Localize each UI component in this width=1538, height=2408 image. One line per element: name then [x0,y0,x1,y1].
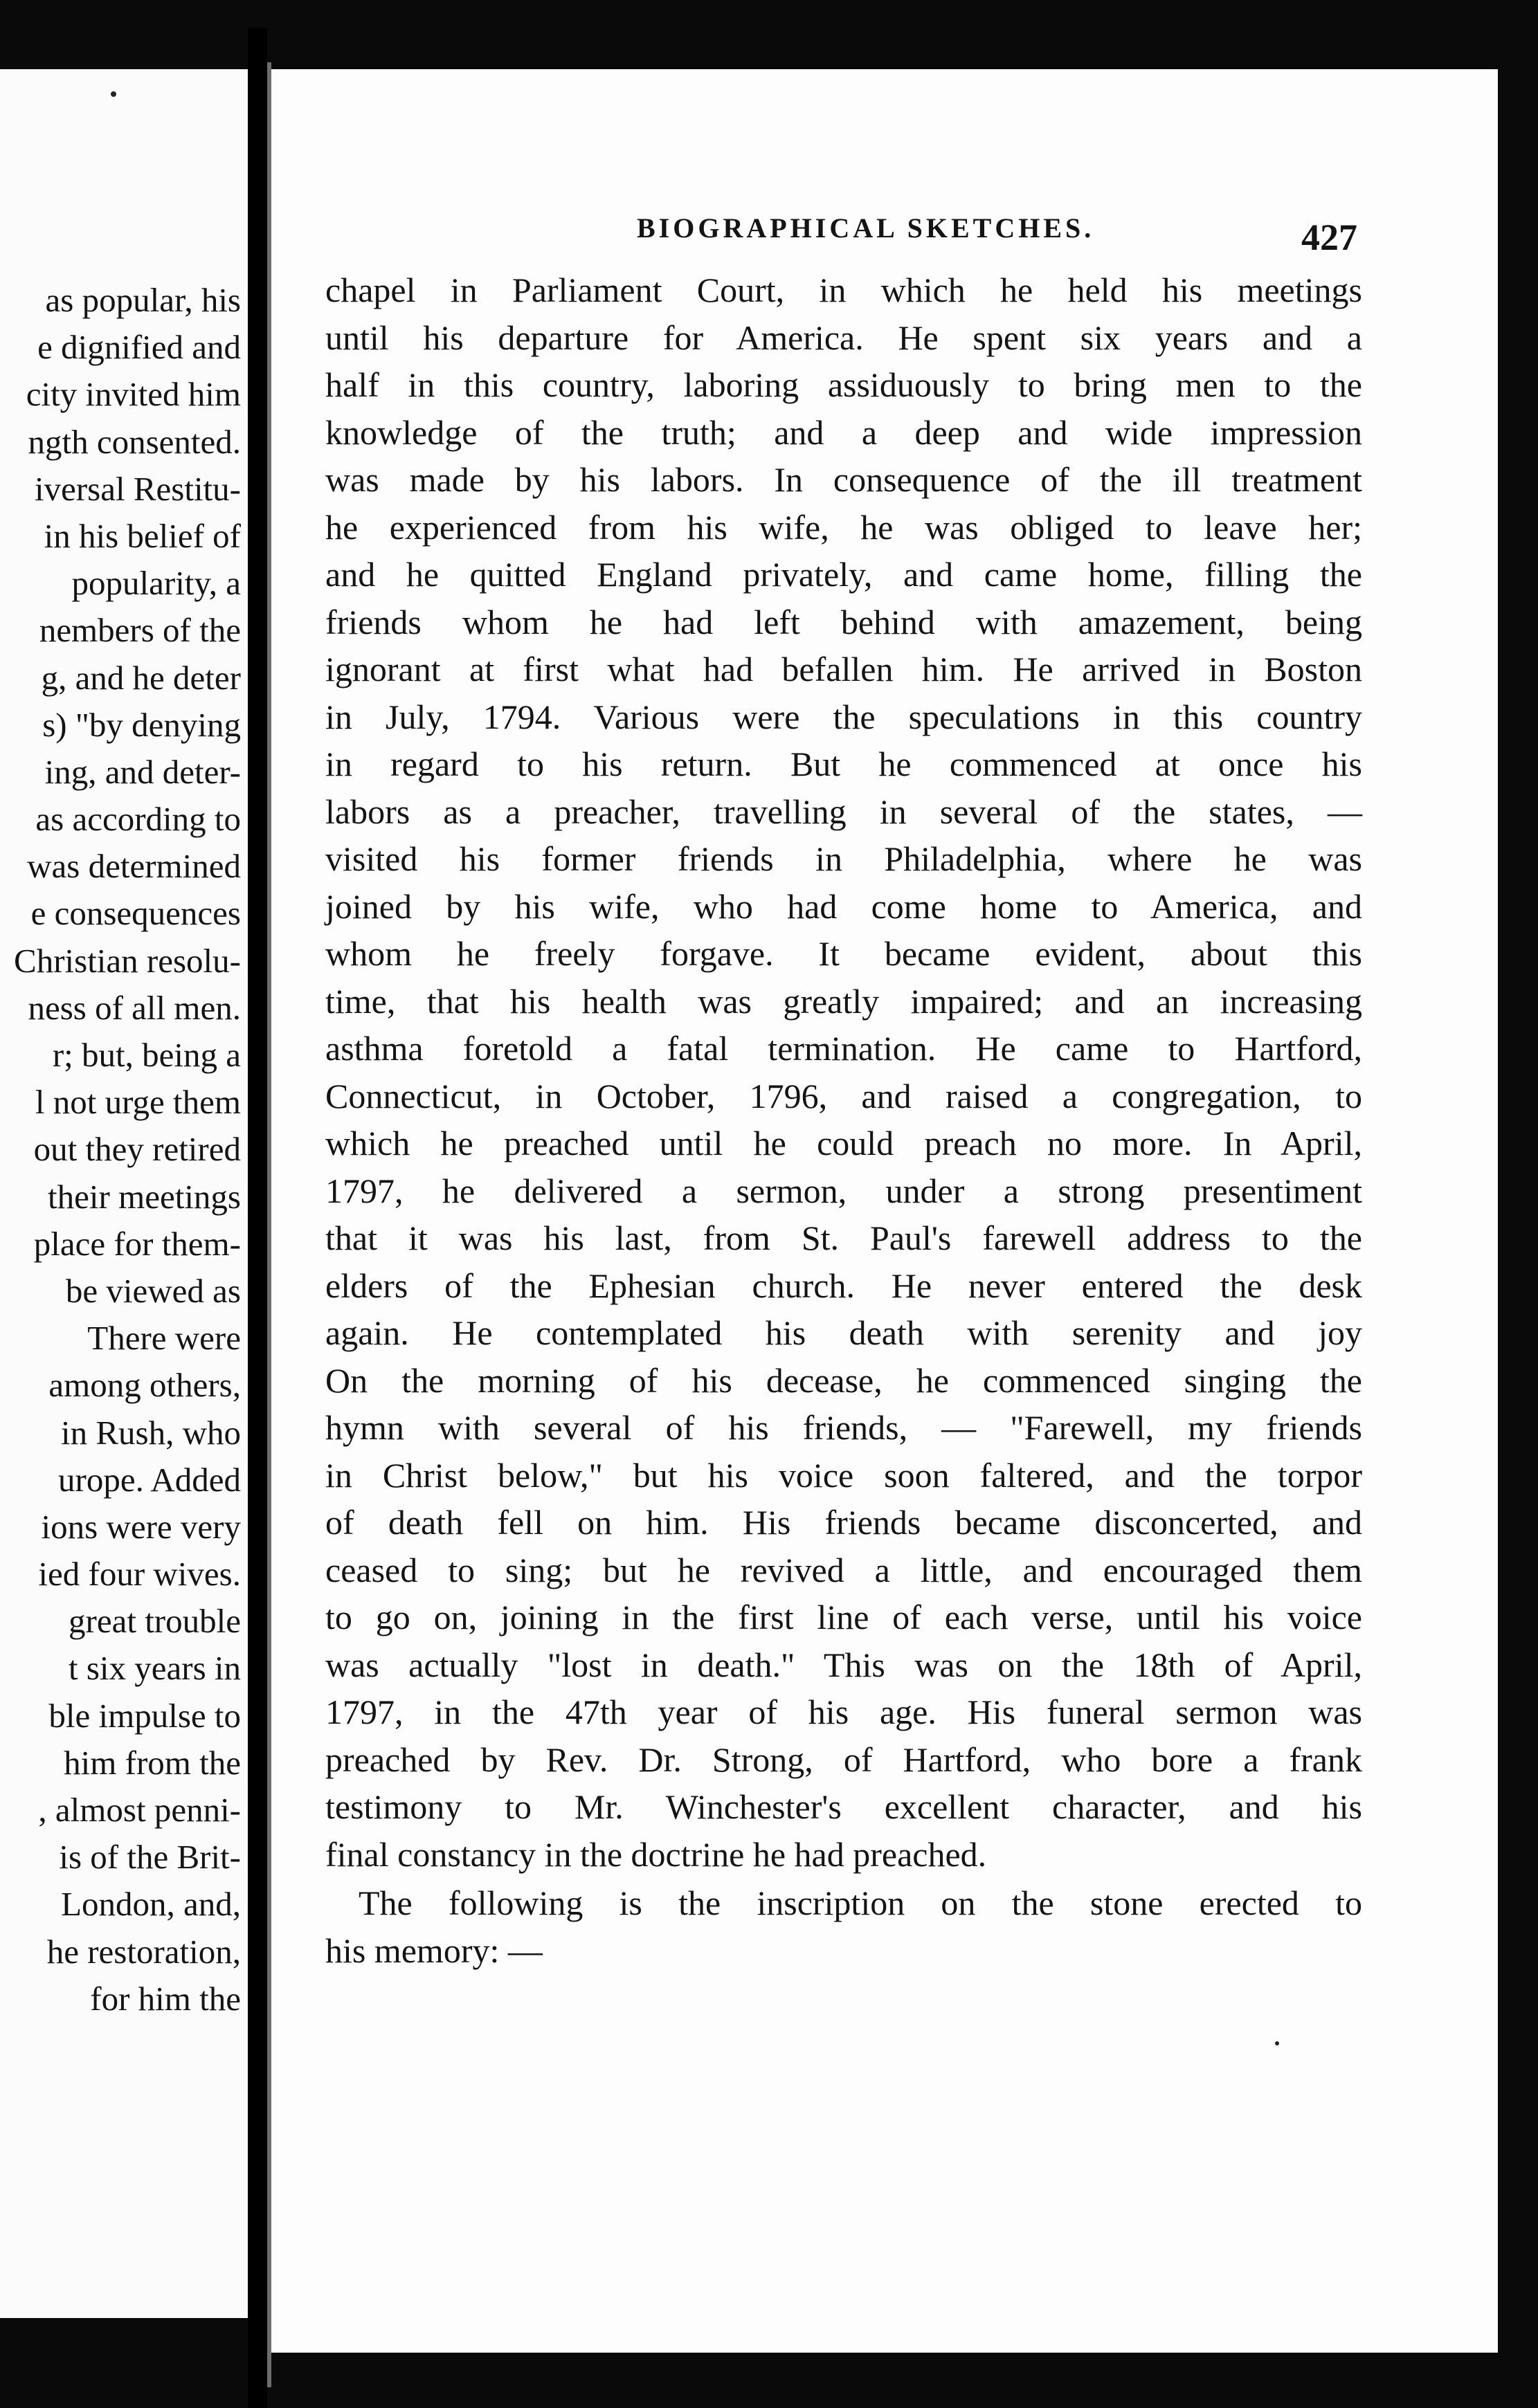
left-page-line: ngth consented. [28,422,241,461]
text-line: of death fell on him. His friends became disconcerted, and [325,1503,1362,1542]
text-line: and he quitted England privately, and came home, filling the [325,555,1362,594]
left-page-line: Christian resolu- [14,941,241,980]
left-page-line: nembers of the [39,611,241,650]
text-line: 1797, in the 47th year of his age. His funeral sermon was [325,1693,1362,1731]
text-line: final constancy in the doctrine he had preached. [325,1834,987,1874]
left-page-line: g, and he deter [41,658,241,697]
left-page-line: great trouble [69,1602,241,1641]
ink-speck [1275,2041,1279,2045]
text-line: asthma foretold a fatal termination. He came to Hartford, [325,1029,1362,1068]
running-head: BIOGRAPHICAL SKETCHES. [637,212,1095,244]
text-line: Connecticut, in October, 1796, and raised a congregation, to [325,1076,1362,1115]
text-line: visited his former friends in Philadelphia, where he was [325,839,1362,878]
text-line: The following is the inscription on the stone erected to [359,1883,1362,1922]
left-page-line: There were [87,1319,241,1358]
text-line: friends whom he had left behind with amazement, being [325,602,1362,641]
text-line: that it was his last, from St. Paul's farewell address to the [325,1219,1362,1257]
text-line: On the morning of his decease, he commenced singing the [325,1360,1362,1400]
left-page-line: their meetings [48,1177,241,1216]
text-line: he experienced from his wife, he was obliged to leave her; [325,507,1362,547]
text-line: in July, 1794. Various were the speculations in this country [325,697,1362,736]
left-page-line: among others, [48,1366,241,1405]
ink-speck [111,91,116,97]
left-page-line: place for them- [33,1224,241,1263]
left-page-line: ions were very [41,1507,241,1546]
right-page-edge [1498,69,1538,2353]
text-line: chapel in Parliament Court, in which he held his meetings [325,271,1362,309]
text-line: preached by Rev. Dr. Strong, of Hartford, who bore a frank [325,1740,1362,1779]
body-text [325,266,1362,1974]
left-page-line: city invited him [26,375,241,414]
text-line: knowledge of the truth; and a deep and wide impression [325,412,1362,452]
left-page-line: l not urge them [35,1083,241,1122]
left-page-line: ied four wives. [38,1555,241,1594]
left-page-line: e dignified and [37,328,241,367]
text-line: testimony to Mr. Winchester's excellent character, and his [325,1787,1362,1826]
text-line: half in this country, laboring assiduously to bring men to the [325,365,1362,404]
left-page-line: as popular, his [45,281,241,319]
text-line: hymn with several of his friends, — "Farewell, my friends [325,1408,1362,1447]
text-line: 1797, he delivered a sermon, under a strong presentiment [325,1171,1362,1210]
text-line: was actually "lost in death." This was on the 18th of April, [325,1645,1362,1684]
text-line: whom he freely forgave. It became evident, about this [325,934,1362,973]
left-page-line: is of the Brit- [59,1838,241,1877]
left-page-line: popularity, a [71,564,241,603]
text-line: time, that his health was greatly impaired; and an increasing [325,981,1362,1021]
left-page-line: was determined [27,847,241,886]
left-page-line: , almost penni- [38,1791,241,1829]
left-page-line: ble impulse to [48,1696,241,1735]
text-line: in regard to his return. But he commenced at once his [325,745,1362,783]
left-page-line: him from the [64,1743,241,1782]
left-page-line: r; but, being a [52,1036,241,1074]
text-line: in Christ below," but his voice soon faltered, and the torpor [325,1455,1362,1495]
left-page-line: in Rush, who [60,1413,241,1452]
text-line: was made by his labors. In consequence of the ill treatment [325,460,1362,499]
left-page-line: he restoration, [46,1932,241,1971]
left-page-line: s) "by denying [42,705,241,744]
text-line: elders of the Ephesian church. He never entered the desk [325,1266,1362,1305]
text-line: until his departure for America. He spent six years and a [325,318,1362,357]
text-line: his memory: — [325,1931,543,1970]
text-line: ignorant at first what had befallen him. He arrived in Boston [325,650,1362,688]
text-line: joined by his wife, who had come home to America, and [325,886,1362,926]
left-page-line: e consequences [30,894,241,933]
text-line: to go on, joining in the first line of each verse, until his voice [325,1598,1362,1636]
left-page-line: iversal Restitu- [34,469,241,508]
text-line: ceased to sing; but he revived a little, and encouraged them [325,1550,1362,1589]
left-page-line: as according to [35,800,241,839]
paragraph-1 [325,266,1362,1878]
left-page-text [0,277,241,2023]
text-line: again. He contemplated his death with serenity and joy [325,1313,1362,1352]
left-page-line: urope. Added [58,1460,241,1499]
paragraph-2 [325,1879,1362,1974]
left-page-line: in his belief of [44,516,241,555]
left-page-line: t six years in [68,1649,241,1688]
text-line: which he preached until he could preach no more. In April, [325,1124,1362,1162]
left-page-line: for him the [90,1979,241,2018]
left-page-line: ing, and deter- [44,752,241,791]
book-gutter [248,28,267,2408]
left-page-line: London, and, [61,1885,241,1924]
left-page-line: out they retired [33,1130,241,1169]
left-page-line: be viewed as [65,1271,241,1310]
page-number: 427 [1301,217,1357,258]
left-facing-page [0,69,248,2318]
text-line: labors as a preacher, travelling in several of the states, — [325,792,1362,831]
left-page-line: ness of all men. [28,988,241,1027]
